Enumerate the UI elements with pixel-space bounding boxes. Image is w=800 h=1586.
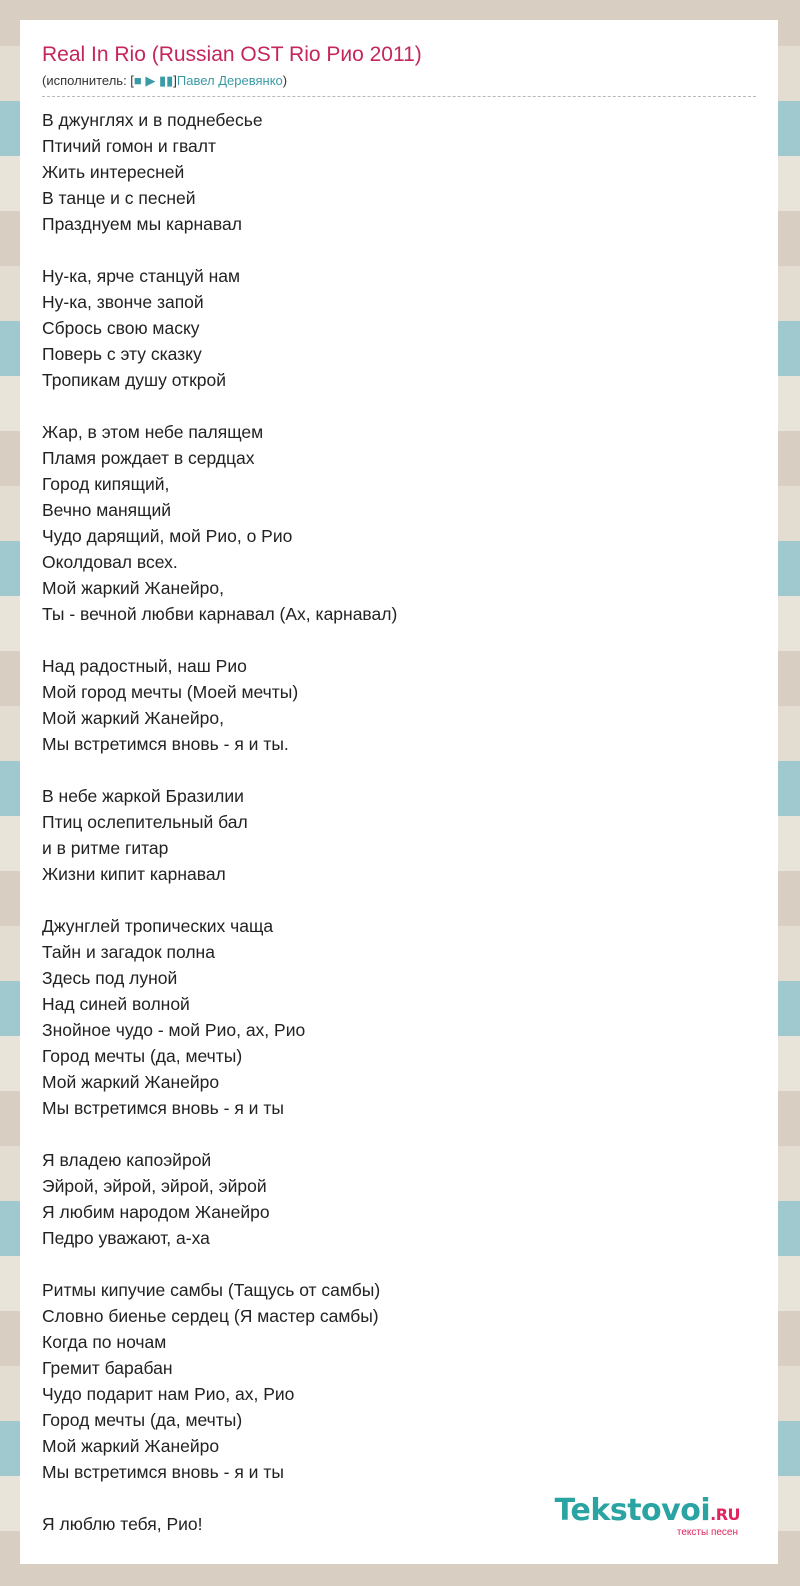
- performer-link[interactable]: Павел Деревянко: [176, 73, 283, 88]
- lyrics-line: Мой жаркий Жанейро: [42, 1436, 220, 1456]
- lyrics-line: Жить интересней: [42, 162, 185, 182]
- lyrics-line: Поверь с эту сказку: [42, 344, 202, 364]
- lyrics-line: Эйрой, эйрой, эйрой, эйрой: [42, 1176, 267, 1196]
- lyrics-stanza: [42, 419, 756, 627]
- lyrics-stanza: [42, 1277, 756, 1485]
- lyrics-stanza: [42, 913, 756, 1121]
- lyrics-line: Над радостный, наш Рио: [42, 656, 247, 676]
- lyrics-text: [42, 107, 756, 1537]
- lyrics-stanza: [42, 1147, 756, 1251]
- lyrics-stanza: [42, 263, 756, 393]
- lyrics-line: Птичий гомон и гвалт: [42, 136, 217, 156]
- lyrics-line: Ты - вечной любви карнавал (Ах, карнавал): [42, 604, 398, 624]
- lyrics-line: Город мечты (да, мечты): [42, 1046, 243, 1066]
- lyrics-line: Чудо подарит нам Рио, ах, Рио: [42, 1384, 295, 1404]
- lyrics-line: Мы встретимся вновь - я и ты: [42, 1098, 284, 1118]
- performer-line: [42, 72, 756, 97]
- lyrics-line: Гремит барабан: [42, 1358, 173, 1378]
- lyrics-line: Ну-ка, звонче запой: [42, 292, 204, 312]
- lyrics-line: В небе жаркой Бразилии: [42, 786, 244, 806]
- lyrics-line: Мой город мечты (Моей мечты): [42, 682, 299, 702]
- lyrics-line: Когда по ночам: [42, 1332, 167, 1352]
- performer-bracket: ]: [173, 73, 177, 88]
- lyrics-line: Здесь под луной: [42, 968, 178, 988]
- lyrics-line: Город мечты (да, мечты): [42, 1410, 243, 1430]
- lyrics-line: и в ритме гитар: [42, 838, 169, 858]
- lyrics-line: Я любим народом Жанейро: [42, 1202, 270, 1222]
- lyrics-stanza: [42, 107, 756, 237]
- lyrics-line: Мой жаркий Жанейро,: [42, 578, 224, 598]
- site-logo[interactable]: [555, 1495, 740, 1538]
- lyrics-line: Словно биенье сердец (Я мастер самбы): [42, 1306, 379, 1326]
- lyrics-line: Мы встретимся вновь - я и ты: [42, 1462, 284, 1482]
- lyrics-line: Над синей волной: [42, 994, 190, 1014]
- lyrics-line: Город кипящий,: [42, 474, 170, 494]
- lyrics-card: [20, 20, 778, 1564]
- lyrics-line: Мой жаркий Жанейро,: [42, 708, 224, 728]
- lyrics-line: Ну-ка, ярче станцуй нам: [42, 266, 241, 286]
- lyrics-line: Ритмы кипучие самбы (Тащусь от самбы): [42, 1280, 381, 1300]
- lyrics-line: Знойное чудо - мой Рио, ах, Рио: [42, 1020, 306, 1040]
- page-title: Real In Rio (Russian OST Rio Рио 2011): [42, 43, 422, 66]
- lyrics-line: Чудо дарящий, мой Рио, о Рио: [42, 526, 293, 546]
- lyrics-line: Тропикам душу открой: [42, 370, 226, 390]
- lyrics-line: Я владею капоэйрой: [42, 1150, 212, 1170]
- lyrics-stanza: [42, 783, 756, 887]
- lyrics-line: Я люблю тебя, Рио!: [42, 1514, 203, 1534]
- lyrics-line: Вечно манящий: [42, 500, 172, 520]
- performer-suffix: ): [282, 73, 288, 88]
- lyrics-line: В танце и с песней: [42, 188, 196, 208]
- lyrics-line: Жар, в этом небе палящем: [42, 422, 264, 442]
- lyrics-stanza: [42, 653, 756, 757]
- lyrics-line: Околдовал всех.: [42, 552, 178, 572]
- performer-prefix: (исполнитель: [: [42, 73, 134, 88]
- lyrics-line: Пламя рождает в сердцах: [42, 448, 255, 468]
- lyrics-line: Джунглей тропических чаща: [42, 916, 274, 936]
- lyrics-line: Празднуем мы карнавал: [42, 214, 242, 234]
- lyrics-line: Тайн и загадок полна: [42, 942, 215, 962]
- lyrics-line: Жизни кипит карнавал: [42, 864, 226, 884]
- lyrics-line: Сбрось свою маску: [42, 318, 200, 338]
- logo-name: Tekstovoi: [554, 1493, 711, 1528]
- lyrics-line: Педро уважают, а-ха: [42, 1228, 210, 1248]
- logo-tagline: тексты песен: [676, 1527, 738, 1538]
- lyrics-line: Мой жаркий Жанейро: [42, 1072, 220, 1092]
- lyrics-line: В джунглях и в поднебесье: [42, 110, 263, 130]
- logo-tld: .RU: [710, 1505, 740, 1524]
- audio-player-controls[interactable]: ■ ▶ ▮▮: [133, 73, 174, 88]
- lyrics-line: Птиц ослепительный бал: [42, 812, 248, 832]
- lyrics-line: Мы встретимся вновь - я и ты.: [42, 734, 289, 754]
